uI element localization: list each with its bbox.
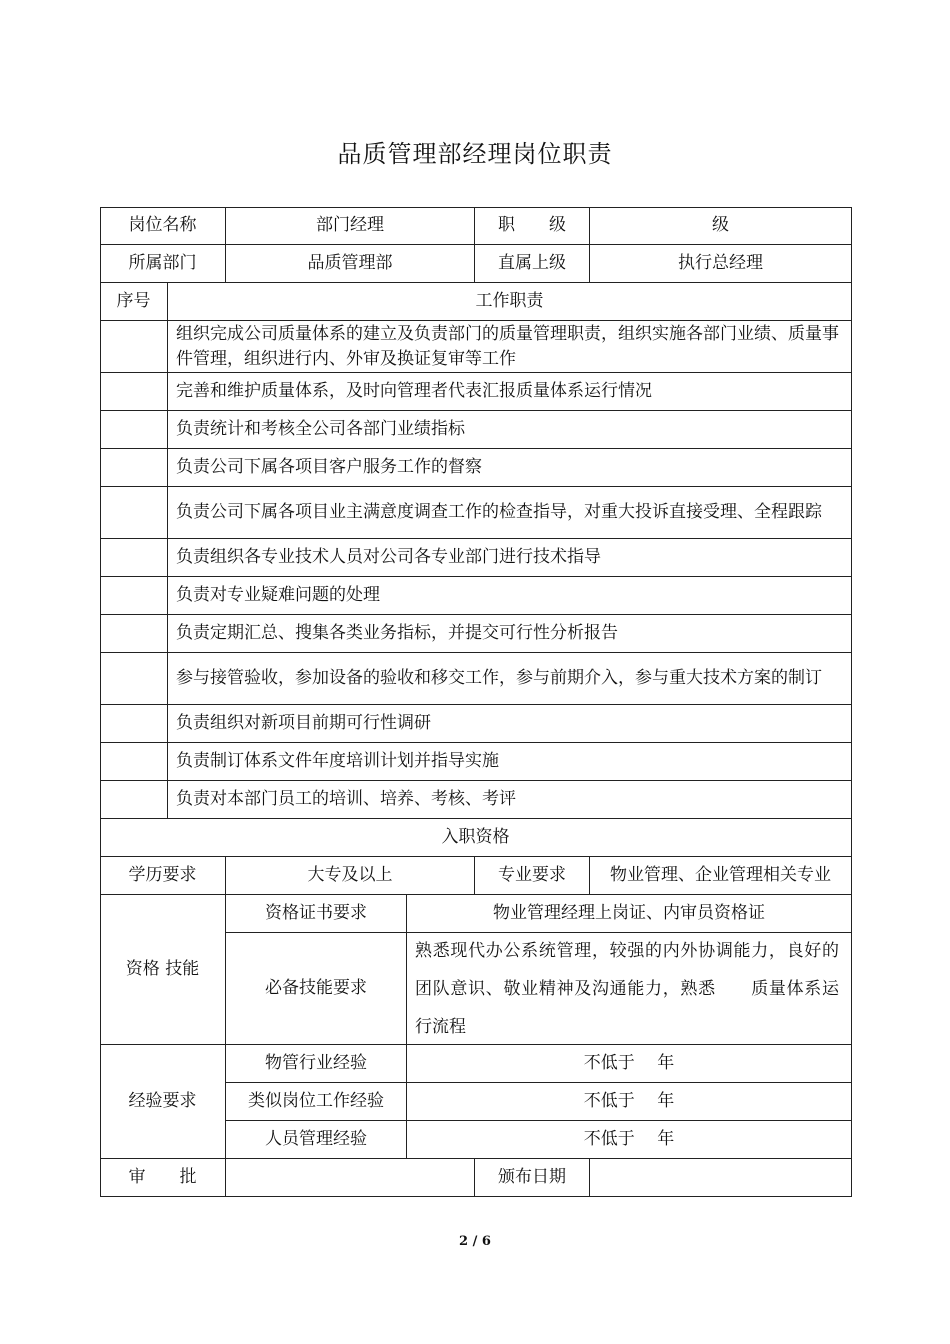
- date-label: 颁布日期: [475, 1159, 590, 1197]
- duty-index: [100, 321, 168, 373]
- major-label: 专业要求: [475, 857, 590, 895]
- education-value: 大专及以上: [226, 857, 475, 895]
- post-name-label: 岗位名称: [100, 207, 226, 245]
- exp-label: 类似岗位工作经验: [226, 1083, 407, 1121]
- duty-index: [100, 743, 168, 781]
- exp-label: 人员管理经验: [226, 1121, 407, 1159]
- exp-value: 不低于 年: [407, 1045, 852, 1083]
- duty-item: 负责公司下属各项目业主满意度调查工作的检查指导，对重大投诉直接受理、全程跟踪: [168, 487, 852, 539]
- dept-value: 品质管理部: [226, 245, 475, 283]
- approve-value: [226, 1159, 475, 1197]
- duty-index: [100, 577, 168, 615]
- duty-index: [100, 781, 168, 819]
- duty-item: 完善和维护质量体系，及时向管理者代表汇报质量体系运行情况: [168, 373, 852, 411]
- job-description-table: [100, 207, 852, 1197]
- skill-value: 熟悉现代办公系统管理，较强的内外协调能力，良好的团队意识、敬业精神及沟通能力，熟悉 质量体系运行流程: [407, 933, 852, 1045]
- superior-label: 直属上级: [475, 245, 590, 283]
- cert-label: 资格证书要求: [226, 895, 407, 933]
- approve-label: 审 批: [100, 1159, 226, 1197]
- duty-item: 负责组织对新项目前期可行性调研: [168, 705, 852, 743]
- major-value: 物业管理、企业管理相关专业: [590, 857, 852, 895]
- education-label: 学历要求: [100, 857, 226, 895]
- duty-index: [100, 615, 168, 653]
- index-header: 序号: [100, 283, 168, 321]
- exp-label: 物管行业经验: [226, 1045, 407, 1083]
- skill-label: 必备技能要求: [226, 933, 407, 1045]
- duty-item: 负责制订体系文件年度培训计划并指导实施: [168, 743, 852, 781]
- duty-index: [100, 373, 168, 411]
- skill-group-label: 资格 技能: [100, 895, 226, 1045]
- duty-header: 工作职责: [168, 283, 852, 321]
- qualifications-header: 入职资格: [100, 819, 852, 857]
- duty-item: 组织完成公司质量体系的建立及负责部门的质量管理职责，组织实施各部门业绩、质量事件管理，组织进行内、外审及换证复审等工作: [168, 321, 852, 373]
- duty-item: 负责定期汇总、搜集各类业务指标，并提交可行性分析报告: [168, 615, 852, 653]
- duty-item: 负责对专业疑难问题的处理: [168, 577, 852, 615]
- level-value: 级: [590, 207, 852, 245]
- exp-value: 不低于 年: [407, 1121, 852, 1159]
- duty-index: [100, 539, 168, 577]
- page-number: 2 / 6: [459, 1234, 491, 1249]
- dept-label: 所属部门: [100, 245, 226, 283]
- level-label: 职 级: [475, 207, 590, 245]
- duty-item: 参与接管验收，参加设备的验收和移交工作，参与前期介入，参与重大技术方案的制订: [168, 653, 852, 705]
- duty-item: 负责对本部门员工的培训、培养、考核、考评: [168, 781, 852, 819]
- cert-value: 物业管理经理上岗证、内审员资格证: [407, 895, 852, 933]
- duty-index: [100, 449, 168, 487]
- page-title: 品质管理部经理岗位职责: [337, 140, 613, 168]
- duty-item: 负责公司下属各项目客户服务工作的督察: [168, 449, 852, 487]
- exp-value: 不低于 年: [407, 1083, 852, 1121]
- date-value: [590, 1159, 852, 1197]
- duty-index: [100, 487, 168, 539]
- duty-item: 负责组织各专业技术人员对公司各专业部门进行技术指导: [168, 539, 852, 577]
- duty-index: [100, 653, 168, 705]
- duty-item: 负责统计和考核全公司各部门业绩指标: [168, 411, 852, 449]
- duty-index: [100, 705, 168, 743]
- post-name-value: 部门经理: [226, 207, 475, 245]
- superior-value: 执行总经理: [590, 245, 852, 283]
- exp-group-label: 经验要求: [100, 1045, 226, 1159]
- duty-index: [100, 411, 168, 449]
